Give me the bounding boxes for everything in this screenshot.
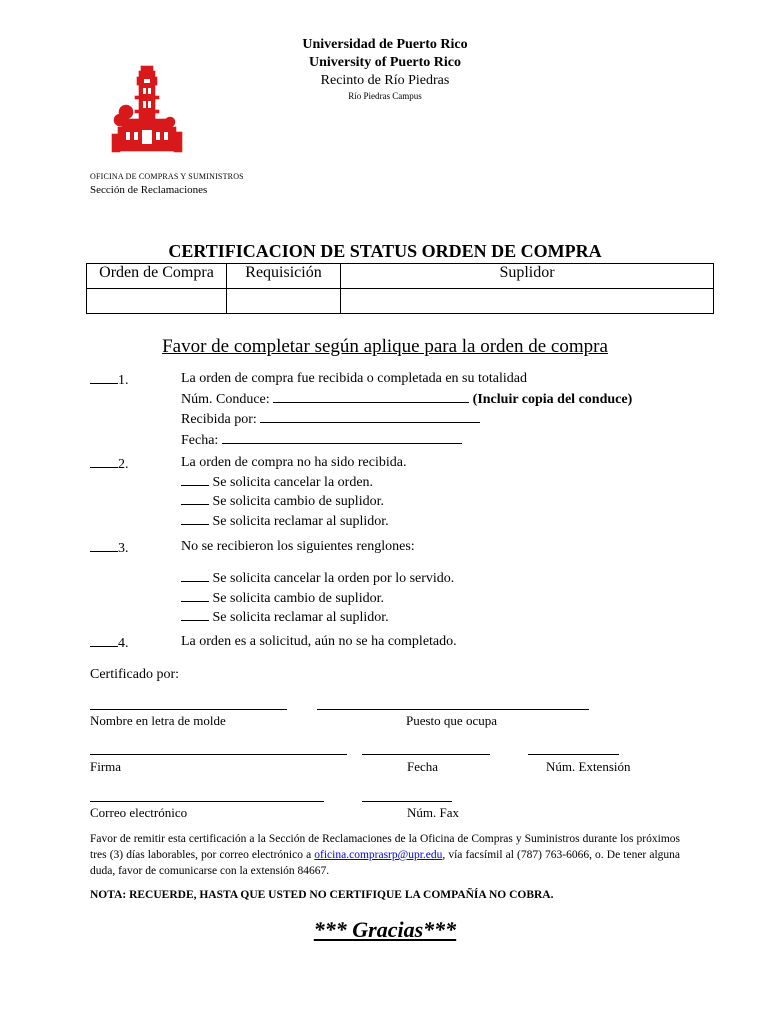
- conduce-note: (Incluir copia del conduce): [472, 391, 633, 407]
- page-title: CERTIFICACION DE STATUS ORDEN DE COMPRA: [168, 241, 602, 261]
- recibida-field[interactable]: [260, 408, 480, 423]
- university-name-en: University of Puerto Rico: [308, 55, 462, 70]
- correo-label: Correo electrónico: [90, 805, 188, 820]
- firma-label: Firma: [90, 759, 122, 774]
- col-header-orden: Orden de Compra: [87, 264, 227, 289]
- footer-instructions: Favor de remitir esta certificación a la Sección de Reclamaciones de la Oficina de Compras y Suministros durante los próximos tres (3) días laborables, por correo electrónico a oficina.comprasrp@upr.edu, vía facsímil al (787) 763-6066, o. De tener alguna duda, favor de comunicarse con la extensión 84667.: [90, 833, 680, 877]
- nombre-label: Nombre en letra de molde: [90, 713, 226, 728]
- fecha-field[interactable]: [222, 429, 462, 444]
- item-3-option-1[interactable]: Se solicita cancelar la orden por lo servido.: [181, 568, 701, 588]
- item-2-block: [181, 454, 701, 530]
- conduce-row: Núm. Conduce: (Incluir copia del conduce): [181, 388, 701, 409]
- gracias-text: *** Gracias***: [313, 917, 457, 942]
- nota-warning: NOTA: RECUERDE, HASTA QUE USTED NO CERTIFIQUE LA COMPAÑÍA NO COBRA.: [90, 889, 554, 901]
- item-2-option-2[interactable]: Se solicita cambio de suplidor.: [181, 491, 701, 511]
- item-2-text: La orden de compra no ha sido recibida.: [181, 455, 407, 470]
- item-2-checkline[interactable]: [90, 454, 118, 468]
- instructions-heading: Favor de completar según aplique para la orden de compra: [162, 336, 608, 357]
- item-1-number[interactable]: 1.: [90, 370, 129, 390]
- item-3-text: No se recibieron los siguientes renglones:: [181, 539, 415, 554]
- extension-label: Núm. Extensión: [546, 759, 631, 774]
- puesto-line[interactable]: [317, 709, 589, 710]
- conduce-field[interactable]: [273, 388, 469, 403]
- item-4-checkline[interactable]: [90, 633, 118, 647]
- item-3-option-3[interactable]: Se solicita reclamar al suplidor.: [181, 607, 701, 627]
- office-section: Sección de Reclamaciones: [90, 184, 208, 196]
- item-2-option-3[interactable]: Se solicita reclamar al suplidor.: [181, 511, 701, 531]
- item-3-option-2[interactable]: Se solicita cambio de suplidor.: [181, 588, 701, 608]
- fax-label: Núm. Fax: [407, 805, 459, 820]
- email-link[interactable]: oficina.comprasrp@upr.edu: [314, 849, 443, 861]
- item-3-checkline[interactable]: [90, 538, 118, 552]
- item-1-text: La orden de compra fue recibida o completada en su totalidad: [181, 371, 527, 386]
- item-4-text: La orden es a solicitud, aún no se ha completado.: [181, 634, 457, 649]
- item-3-block: [181, 568, 701, 627]
- firma-line[interactable]: [90, 754, 347, 755]
- col-header-suplidor: Suplidor: [341, 264, 714, 289]
- item-3-number[interactable]: 3.: [90, 538, 129, 558]
- item-4-number[interactable]: 4.: [90, 633, 129, 653]
- certificado-label: Certificado por:: [90, 667, 180, 682]
- item-1-block: [181, 370, 701, 449]
- extension-line[interactable]: [528, 754, 619, 755]
- office-name: OFICINA DE COMPRAS Y SUMINISTROS: [90, 172, 244, 181]
- university-tower-logo: [108, 64, 186, 156]
- puesto-label: Puesto que ocupa: [406, 713, 497, 728]
- col-header-requisicion: Requisición: [227, 264, 341, 289]
- suplidor-cell[interactable]: [341, 289, 714, 314]
- nombre-line[interactable]: [90, 709, 287, 710]
- purchase-order-table: [86, 263, 714, 314]
- fecha-label: Fecha: [407, 759, 439, 774]
- correo-line[interactable]: [90, 801, 324, 802]
- item-2-option-1[interactable]: Se solicita cancelar la orden.: [181, 472, 701, 492]
- recibida-row: Recibida por:: [181, 408, 701, 429]
- fax-line[interactable]: [362, 801, 452, 802]
- university-name-es: Universidad de Puerto Rico: [302, 37, 468, 52]
- orden-de-compra-cell[interactable]: [87, 289, 227, 314]
- item-2-number[interactable]: 2.: [90, 454, 129, 474]
- campus-name-en: Río Piedras Campus: [348, 91, 422, 101]
- fecha-row: Fecha:: [181, 429, 701, 450]
- fecha-line[interactable]: [362, 754, 490, 755]
- requisicion-cell[interactable]: [227, 289, 341, 314]
- campus-name-es: Recinto de Río Piedras: [320, 73, 450, 88]
- item-1-checkline[interactable]: [90, 370, 118, 384]
